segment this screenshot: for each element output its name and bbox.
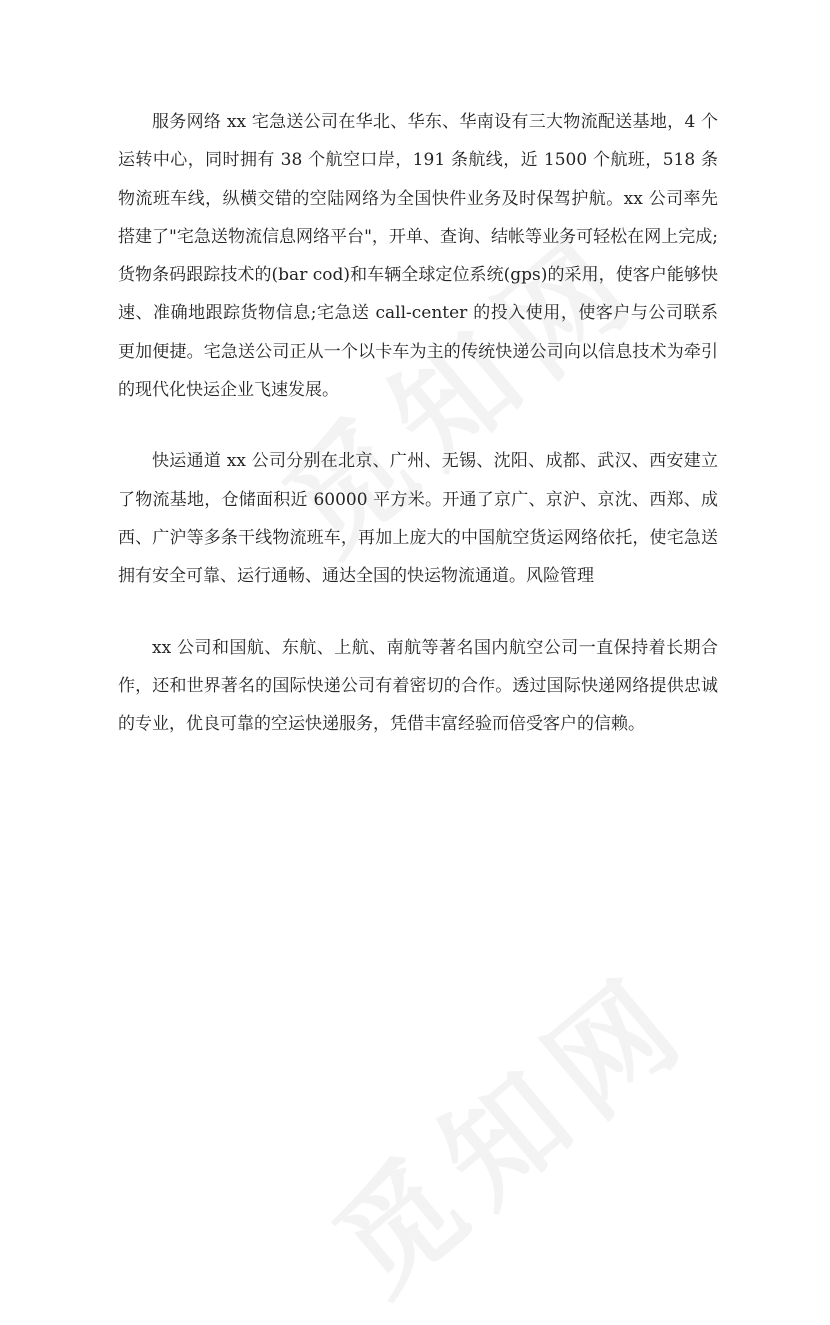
paragraph-express-channel: 快运通道 xx 公司分别在北京、广州、无锡、沈阳、成都、武汉、西安建立了物流基地，仓储面积近 60000 平方米。开通了京广、京沪、京沈、西郑、成西、广沪等多条干线物流班车，再加上庞大的中国航空货运网络依托，使宅急送拥有安全可靠、运行通畅、通达全国的快运物流通道。风险管理	[118, 451, 718, 587]
document-body	[118, 103, 718, 743]
paragraph-airline-cooperation: xx 公司和国航、东航、上航、南航等著名国内航空公司一直保持着长期合作，还和世界著名的国际快递公司有着密切的合作。透过国际快递网络提供忠诚的专业，优良可靠的空运快递服务，凭借丰富经验而倍受客户的信赖。	[118, 637, 718, 735]
watermark-bottom	[293, 927, 721, 1325]
paragraph-service-network: 服务网络 xx 宅急送公司在华北、华东、华南设有三大物流配送基地，4 个运转中心，同时拥有 38 个航空口岸，191 条航线，近 1500 个航班，518 条物流班车线，纵横交错的空陆网络为全国快件业务及时保驾护航。xx 公司率先搭建了"宅急送物流信息网络平台"，开单、查询、结帐等业务可轻松在网上完成;货物条码跟踪技术的(bar cod)和车辆全球定位系统(gps)的采用，使客户能够快速、准确地跟踪货物信息;宅急送 call-center 的投入使用，使客户与公司联系更加便捷。宅急送公司正从一个以卡车为主的传统快递公司向以信息技术为牵引的现代化快运企业飞速发展。	[118, 112, 718, 401]
